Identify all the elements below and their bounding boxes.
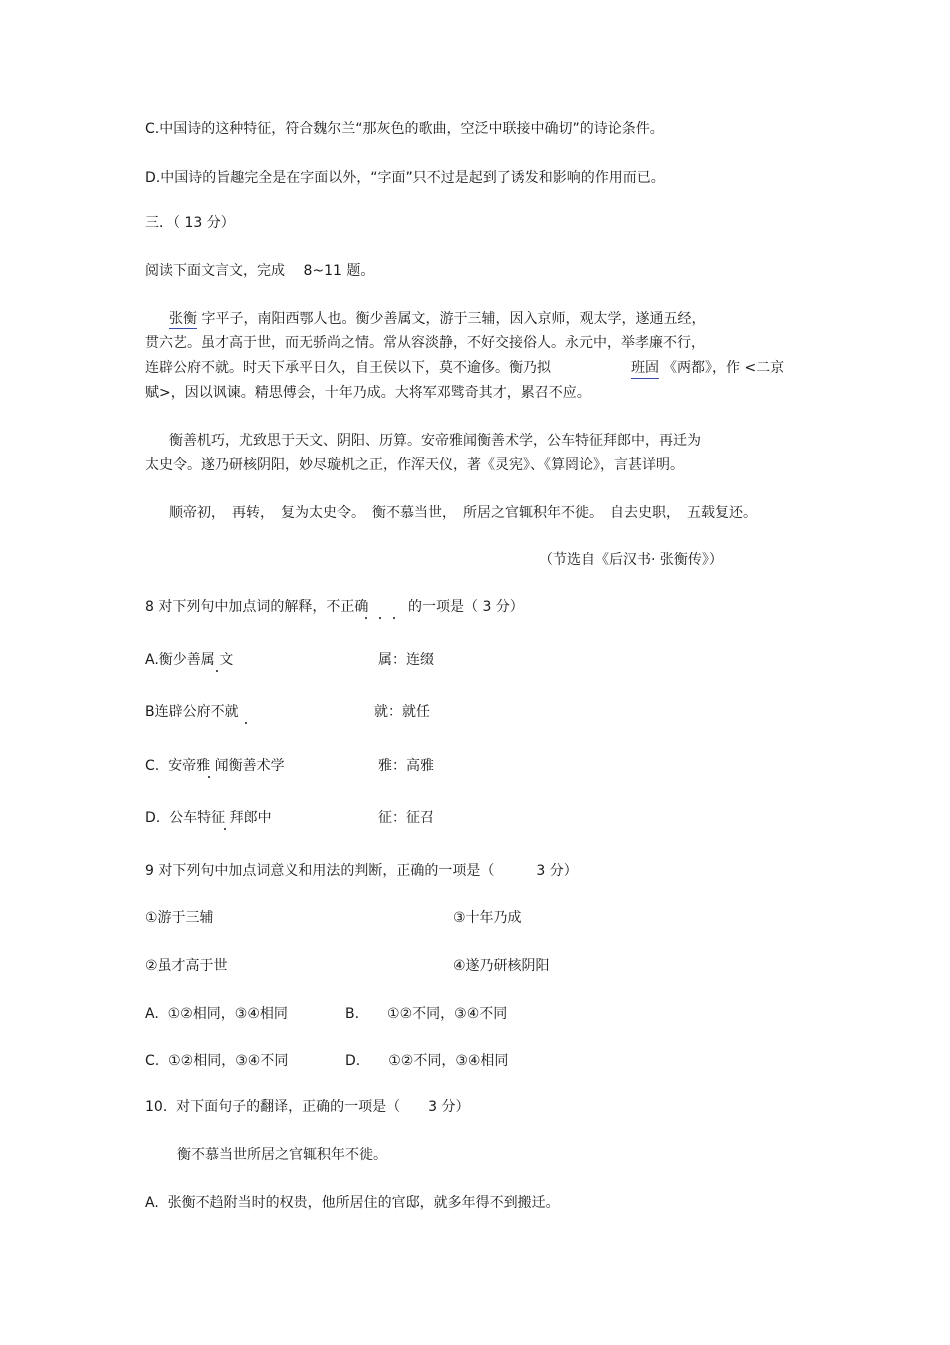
emphasis-dot xyxy=(365,617,367,619)
section-instruction: 阅读下面文言文，完成 8~11 题。 xyxy=(145,263,375,279)
passage-p2-line2: 太史令。遂乃研核阴阳，妙尽璇机之正，作浑天仪，著《灵宪》、《算罔论》，言甚详明。 xyxy=(145,457,684,473)
q10-sentence: 衡不慕当世所居之官辄积年不徙。 xyxy=(177,1147,387,1163)
passage-source: （节选自《后汉书· 张衡传》） xyxy=(539,552,723,568)
passage-text: 字平子，南阳西鄂人也。衡少善属文，游于三辅，因入京师，观太学，遂通五经， xyxy=(197,311,706,327)
q9-item-2: ②虽才高于世 xyxy=(145,958,228,974)
passage-p1-line3a: 连辟公府不就。时天下承平日久，自王侯以下，莫不逾侈。衡乃拟 xyxy=(145,360,551,376)
passage-p3: 顺帝初， 再转， 复为太史令。 衡不慕当世， 所居之官辄积年不徙。 自去史职， 五载复还。 xyxy=(169,505,757,521)
q8-stem-a: 8 对下列句中加点词的解释，不正确 xyxy=(145,599,369,615)
q9-option-c: C. ①②相同，③④不同 xyxy=(145,1053,289,1069)
q9-stem: 9 对下列句中加点词意义和用法的判断，正确的一项是（ 3 分） xyxy=(145,863,578,879)
passage-p1-line2: 贯六艺。虽才高于世，而无骄尚之情。常从容淡静，不好交接俗人。永元中，举孝廉不行， xyxy=(145,335,705,351)
passage-p2-line1: 衡善机巧，尤致思于天文、阴阳、历算。安帝雅闻衡善术学，公车特征拜郎中，再迁为 xyxy=(169,433,701,449)
option-c-prev: C.中国诗的这种特征，符合魏尔兰“那灰色的歌曲，空泛中联接中确切”的诗论条件。 xyxy=(145,121,664,137)
name-bangu: 班固 xyxy=(631,359,659,379)
q8-gloss-d: 征：征召 xyxy=(378,810,434,826)
q9-option-a: A. ①②相同，③④相同 xyxy=(145,1006,288,1022)
q9-option-d: D. ①②不同，③④相同 xyxy=(345,1053,509,1069)
q8-option-c: C. 安帝雅 闻衡善术学 xyxy=(145,758,285,774)
passage-p1-line4: 赋>，因以讽谏。精思傅会，十年乃成。大将军邓骘奇其才，累召不应。 xyxy=(145,385,591,401)
passage-p1-line1 xyxy=(169,310,705,328)
emphasis-dot xyxy=(208,776,210,778)
emphasis-dot xyxy=(216,670,218,672)
q8-option-a: A.衡少善属 文 xyxy=(145,652,234,668)
q8-gloss-b: 就：就任 xyxy=(374,704,430,720)
q9-item-1: ①游于三辅 xyxy=(145,910,214,926)
q8-gloss-a: 属：连缀 xyxy=(378,652,434,668)
passage-p1-line3b: 《两都》，作 <二京 xyxy=(663,360,785,376)
emphasis-dot xyxy=(393,617,395,619)
q8-option-b: B连辟公府不就 xyxy=(145,704,239,720)
q9-item-4: ④遂乃研核阴阳 xyxy=(453,958,550,974)
q8-gloss-c: 雅：高雅 xyxy=(378,758,434,774)
option-d-prev: D.中国诗的旨趣完全是在字面以外，“字面”只不过是起到了诱发和影响的作用而已。 xyxy=(145,170,665,186)
q9-item-3: ③十年乃成 xyxy=(453,910,522,926)
q10-stem: 10. 对下面句子的翻译，正确的一项是（ 3 分） xyxy=(145,1099,470,1115)
name-zhangheng: 张衡 xyxy=(169,311,197,327)
emphasis-dot xyxy=(224,828,226,830)
q8-stem-b: 的一项是（ 3 分） xyxy=(408,599,524,615)
emphasis-dot xyxy=(379,617,381,619)
emphasis-dot xyxy=(245,722,247,724)
q8-option-d: D. 公车特征 拜郎中 xyxy=(145,810,272,826)
section-heading: 三．（ 13 分） xyxy=(145,215,235,231)
q10-option-a: A. 张衡不趋附当时的权贵，他所居住的官邸，就多年得不到搬迁。 xyxy=(145,1195,560,1211)
q9-option-b: B. ①②不同，③④不同 xyxy=(345,1006,508,1022)
